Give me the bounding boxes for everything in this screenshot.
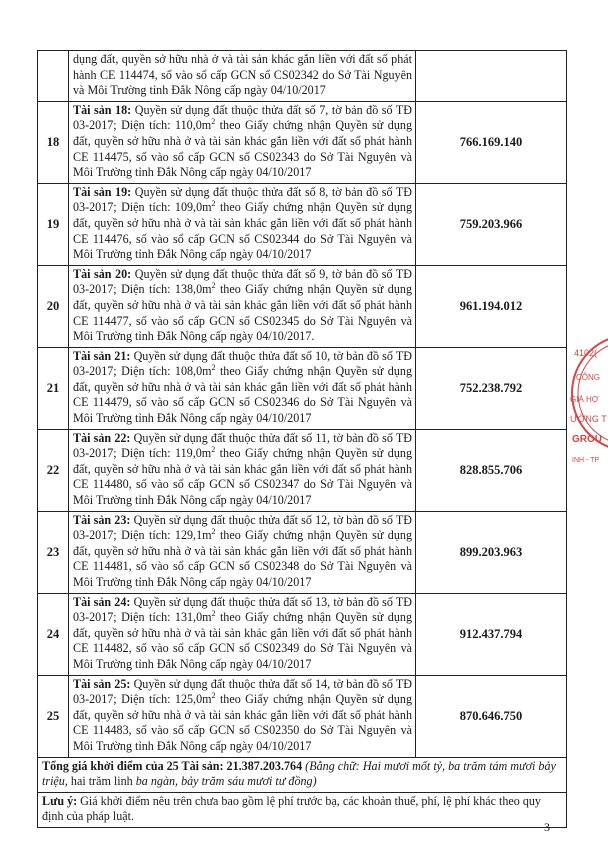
table-row	[38, 101, 567, 183]
stamp-text-line: GIÁ HỢ	[570, 395, 599, 404]
note-label: Lưu ý:	[42, 793, 78, 808]
table-row	[38, 347, 567, 429]
area-unit-superscript: 2	[211, 199, 216, 209]
note-row	[38, 792, 567, 827]
stamp-text-line: 4102(	[574, 348, 598, 358]
row-value-cell: 912.437.794	[416, 593, 567, 675]
row-value-cell: 752.238.792	[416, 347, 567, 429]
asset-label: Tài sản 21:	[73, 348, 131, 363]
asset-description-post: theo Giấy chứng nhận Quyền sử dụng đất, quyền sở hữu nhà ở và tài sản khác gắn liền với đất số phát hành CE 114477, số vào sổ cấp GCN số CS02345 do Sở Tài Nguyên và Môi Trường tỉnh Đắk Nông cấp ngày 04/10/2017.	[73, 282, 412, 344]
total-cell	[38, 757, 567, 792]
asset-description-pre: Quyền sử dụng đất thuộc thửa đất số 14, tờ bản đồ số TĐ 03-2017; Diện tích: 125,0m	[73, 676, 412, 707]
table-row	[38, 511, 567, 593]
table-row	[38, 183, 567, 265]
asset-label: Tài sản 20:	[73, 266, 132, 281]
table-row	[38, 675, 567, 757]
asset-description-pre: Quyền sử dụng đất thuộc thửa đất số 7, tờ bản đồ số TĐ 03-2017; Diện tích: 110,0m	[73, 102, 413, 133]
row-number-cell: 22	[38, 429, 69, 511]
asset-description-post: theo Giấy chứng nhận Quyền sử dụng đất, quyền sở hữu nhà ở và tài sản khác gắn liền với đất số phát hành CE 114475, số vào sổ cấp GCN số CS02343 do Sở Tài Nguyên và Môi Trường tỉnh Đắk Nông cấp ngày 04/10/2017	[73, 118, 412, 180]
asset-label: Tài sản 24:	[73, 594, 131, 609]
table-row	[38, 265, 567, 347]
row-description-cell: dụng đất, quyền sở hữu nhà ở và tài sản khác gắn liền với đất số phát hành CE 114474, số vào sổ cấp GCN số CS02342 do Sở Tài Nguyên và Môi Trường tỉnh Đắk Nông cấp ngày 04/10/2017	[69, 51, 416, 102]
total-words-plain: hai trăm linh	[67, 774, 136, 789]
area-unit-superscript: 2	[211, 117, 216, 127]
row-description-cell	[69, 101, 416, 183]
total-row	[38, 757, 567, 792]
row-value-cell: 870.646.750	[416, 675, 567, 757]
area-unit-superscript: 2	[211, 609, 216, 619]
row-number-cell: 21	[38, 347, 69, 429]
row-description-cell	[69, 593, 416, 675]
total-label: Tổng giá khởi điểm của 25 Tài sản: 21.387.203.764	[42, 758, 303, 773]
row-value-cell	[416, 51, 567, 102]
asset-description-pre: Quyền sử dụng đất thuộc thửa đất số 8, tờ bản đồ số TĐ 03-2017; Diện tích: 109,0m	[73, 184, 413, 215]
area-unit-superscript: 2	[211, 527, 216, 537]
row-number-cell: 20	[38, 265, 69, 347]
asset-table	[37, 50, 567, 828]
row-description-cell	[69, 675, 416, 757]
row-number-cell: 18	[38, 101, 69, 183]
note-text: Giá khởi điểm nêu trên chưa bao gồm lệ phí trước bạ, các khoản thuế, phí, lệ phí khác theo quy định của pháp luật.	[42, 793, 541, 824]
row-number-cell	[38, 51, 69, 102]
row-number-cell: 25	[38, 675, 69, 757]
row-value-cell: 899.203.963	[416, 511, 567, 593]
company-seal-stamp	[568, 318, 608, 468]
row-description-cell	[69, 183, 416, 265]
total-words: (Bằng chữ: Hai mươi mốt tỷ, ba trăm tám mươi bảy triệu,	[42, 758, 556, 789]
asset-description-pre: Quyền sử dụng đất thuộc thửa đất số 11, tờ bản đồ số TĐ 03-2017; Diện tích: 119,0m	[73, 430, 413, 461]
table-row	[38, 429, 567, 511]
row-value-cell: 759.203.966	[416, 183, 567, 265]
stamp-text-line: INH - TP	[572, 457, 600, 464]
asset-label: Tài sản 18:	[73, 102, 132, 117]
asset-description-pre: Quyền sử dụng đất thuộc thửa đất số 13, tờ bản đồ số TĐ 03-2017; Diện tích: 131,0m	[73, 594, 412, 625]
row-value-cell: 961.194.012	[416, 265, 567, 347]
asset-description-post: theo Giấy chứng nhận Quyền sử dụng đất, quyền sở hữu nhà ở và tài sản khác gắn liền với đất số phát hành CE 114482, số vào sổ cấp GCN số CS02349 do Sở Tài Nguyên và Môi Trường tỉnh Đắk Nông cấp ngày 04/10/2017	[73, 610, 412, 671]
row-value-cell: 766.169.140	[416, 101, 567, 183]
row-description-cell	[69, 429, 416, 511]
total-words-end: ba ngàn, bảy trăm sáu mươi tư đồng)	[135, 774, 317, 789]
asset-description-pre: Quyền sử dụng đất thuộc thửa đất số 12, tờ bản đồ số TĐ 03-2017; Diện tích: 129,1m	[73, 512, 412, 543]
note-cell	[38, 792, 567, 827]
row-description-cell	[69, 511, 416, 593]
stamp-text-line: GROU	[572, 434, 602, 445]
row-description-cell	[69, 265, 416, 347]
asset-description-post: theo Giấy chứng nhận Quyền sử dụng đất, quyền sở hữu nhà ở và tài sản khác gắn liền với đất số phát hành CE 114483, số vào sổ cấp GCN số CS02350 do Sở Tài Nguyên và Môi Trường tỉnh Đắk Nông cấp ngày 04/10/2017	[73, 692, 412, 753]
asset-label: Tài sản 19:	[73, 184, 132, 199]
row-value-cell: 828.855.706	[416, 429, 567, 511]
asset-description-pre: Quyền sử dụng đất thuộc thửa đất số 9, tờ bản đồ số TĐ 03-2017; Diện tích: 138,0m	[73, 266, 413, 297]
asset-description-post: theo Giấy chứng nhận Quyền sử dụng đất, quyền sở hữu nhà ở và tài sản khác gắn liền với đất số phát hành CE 114476, số vào sổ cấp GCN số CS02344 do Sở Tài Nguyên và Môi Trường tỉnh Đắk Nông cấp ngày 04/10/2017	[73, 200, 412, 262]
table-row	[38, 593, 567, 675]
asset-description-pre: Quyền sử dụng đất thuộc thửa đất số 10, tờ bản đồ số TĐ 03-2017; Diện tích: 108,0m	[73, 348, 412, 379]
asset-description-post: theo Giấy chứng nhận Quyền sử dụng đất, quyền sở hữu nhà ở và tài sản khác gắn liền với đất số phát hành CE 114481, số vào sổ cấp GCN số CS02348 do Sở Tài Nguyên và Môi Trường tỉnh Đắk Nông cấp ngày 04/10/2017	[73, 528, 412, 589]
asset-description-post: theo Giấy chứng nhận Quyền sử dụng đất, quyền sở hữu nhà ở và tài sản khác gắn liền với đất số phát hành CE 114480, số vào sổ cấp GCN số CS02347 do Sở Tài Nguyên và Môi Trường tỉnh Đắk Nông cấp ngày 04/10/2017	[73, 446, 412, 508]
row-number-cell: 24	[38, 593, 69, 675]
stamp-text-line: CÔNG	[576, 373, 600, 382]
area-unit-superscript: 2	[211, 691, 216, 701]
asset-label: Tài sản 22:	[73, 430, 131, 445]
area-unit-superscript: 2	[211, 281, 216, 291]
stamp-text-line: ƯỜNG T	[570, 414, 607, 424]
row-description-cell	[69, 347, 416, 429]
asset-label: Tài sản 23:	[73, 512, 131, 527]
row-number-cell: 19	[38, 183, 69, 265]
asset-description-post: theo Giấy chứng nhận Quyền sử dụng đất, quyền sở hữu nhà ở và tài sản khác gắn liền với đất số phát hành CE 114479, số vào sổ cấp GCN số CS02346 do Sở Tài Nguyên và Môi Trường tỉnh Đắk Nông cấp ngày 04/10/2017	[73, 364, 412, 426]
row-number-cell: 23	[38, 511, 69, 593]
table-row	[38, 51, 567, 102]
asset-label: Tài sản 25:	[73, 676, 131, 691]
area-unit-superscript: 2	[211, 363, 216, 373]
area-unit-superscript: 2	[211, 445, 216, 455]
page-number: 3	[544, 820, 550, 834]
